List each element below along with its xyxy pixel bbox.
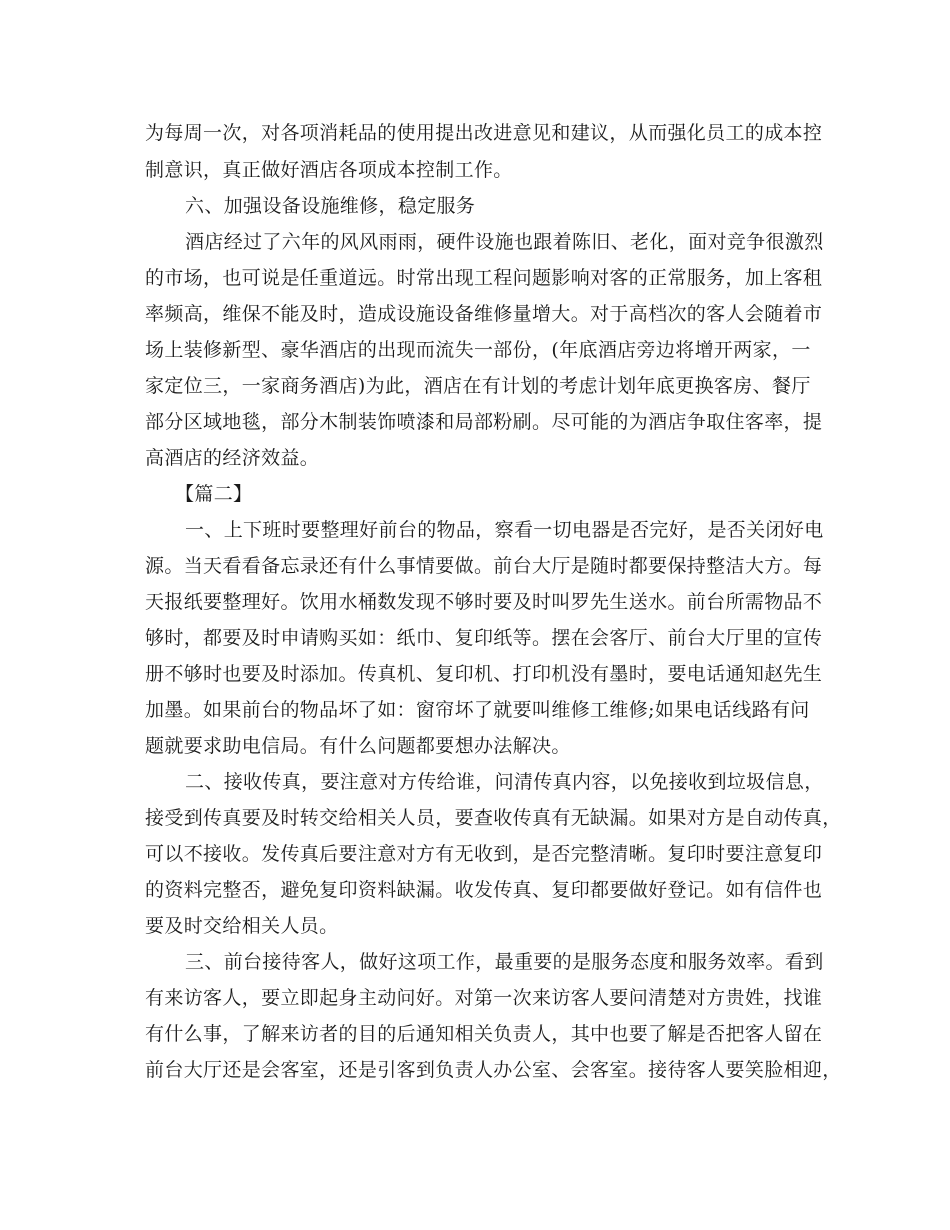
- text-line: 为每周一次，对各项消耗品的使用提出改进意见和建议，从而强化员工的成本控: [145, 122, 823, 144]
- text-line: 册不够时也要及时添加。传真机、复印机、打印机没有墨时，要电话通知赵先生: [145, 663, 823, 685]
- text-line: 够时，都要及时申请购买如：纸巾、复印纸等。摆在会客厅、前台大厅里的宣传: [145, 627, 823, 649]
- text-line: 有来访客人，要立即起身主动问好。对第一次来访客人要问清楚对方贵姓，找谁: [145, 987, 823, 1009]
- text-line: 可以不接收。发传真后要注意对方有无收到，是否完整清晰。复印时要注意复印: [145, 843, 823, 865]
- text-line: 酒店经过了六年的风风雨雨，硬件设施也跟着陈旧、老化，面对竞争很激烈: [185, 231, 824, 253]
- text-line: 二、接收传真，要注意对方传给谁，问清传真内容，以免接收到垃圾信息，: [185, 771, 824, 793]
- section-heading: 【篇二】: [175, 483, 253, 505]
- text-line: 家定位三，一家商务酒店)为此，酒店在有计划的考虑计划年底更换客房、餐厅: [145, 375, 811, 397]
- text-line: 天报纸要整理好。饮用水桶数发现不够时要及时叫罗先生送水。前台所需物品不: [145, 591, 823, 613]
- text-line: 三、前台接待客人，做好这项工作，最重要的是服务态度和服务效率。看到: [185, 951, 824, 973]
- text-line: 率频高，维保不能及时，造成设施设备维修量增大。对于高档次的客人会随着市: [145, 303, 823, 325]
- text-line: 接受到传真要及时转交给相关人员，要查收传真有无缺漏。如果对方是自动传真，: [145, 807, 842, 829]
- text-line: 场上装修新型、豪华酒店的出现而流失一部份，(年底酒店旁边将增开两家，一: [145, 339, 811, 361]
- text-line: 有什么事，了解来访者的目的后通知相关负责人，其中也要了解是否把客人留在: [145, 1023, 823, 1045]
- text-line: 高酒店的经济效益。: [145, 447, 320, 469]
- text-line: 部分区域地毯，部分木制装饰喷漆和局部粉刷。尽可能的为酒店争取住客率，提: [145, 411, 823, 433]
- text-line: 制意识，真正做好酒店各项成本控制工作。: [145, 159, 513, 181]
- text-line: 前台大厅还是会客室，还是引客到负责人办公室、会客室。接待客人要笑脸相迎，: [145, 1059, 842, 1081]
- text-line: 的资料完整否，避免复印资料缺漏。收发传真、复印都要做好登记。如有信件也: [145, 879, 823, 901]
- text-line: 的市场，也可说是任重道远。时常出现工程问题影响对客的正常服务，加上客租: [145, 267, 823, 289]
- section-heading: 六、加强设备设施维修，稳定服务: [185, 195, 476, 217]
- text-line: 题就要求助电信局。有什么问题都要想办法解决。: [145, 735, 571, 757]
- text-line: 加墨。如果前台的物品坏了如：窗帘坏了就要叫维修工维修;如果电话线路有问: [145, 699, 810, 721]
- text-line: 要及时交给相关人员。: [145, 915, 339, 937]
- text-line: 源。当天看看备忘录还有什么事情要做。前台大厅是随时都要保持整洁大方。每: [145, 555, 823, 577]
- text-line: 一、上下班时要整理好前台的物品，察看一切电器是否完好，是否关闭好电: [185, 519, 824, 541]
